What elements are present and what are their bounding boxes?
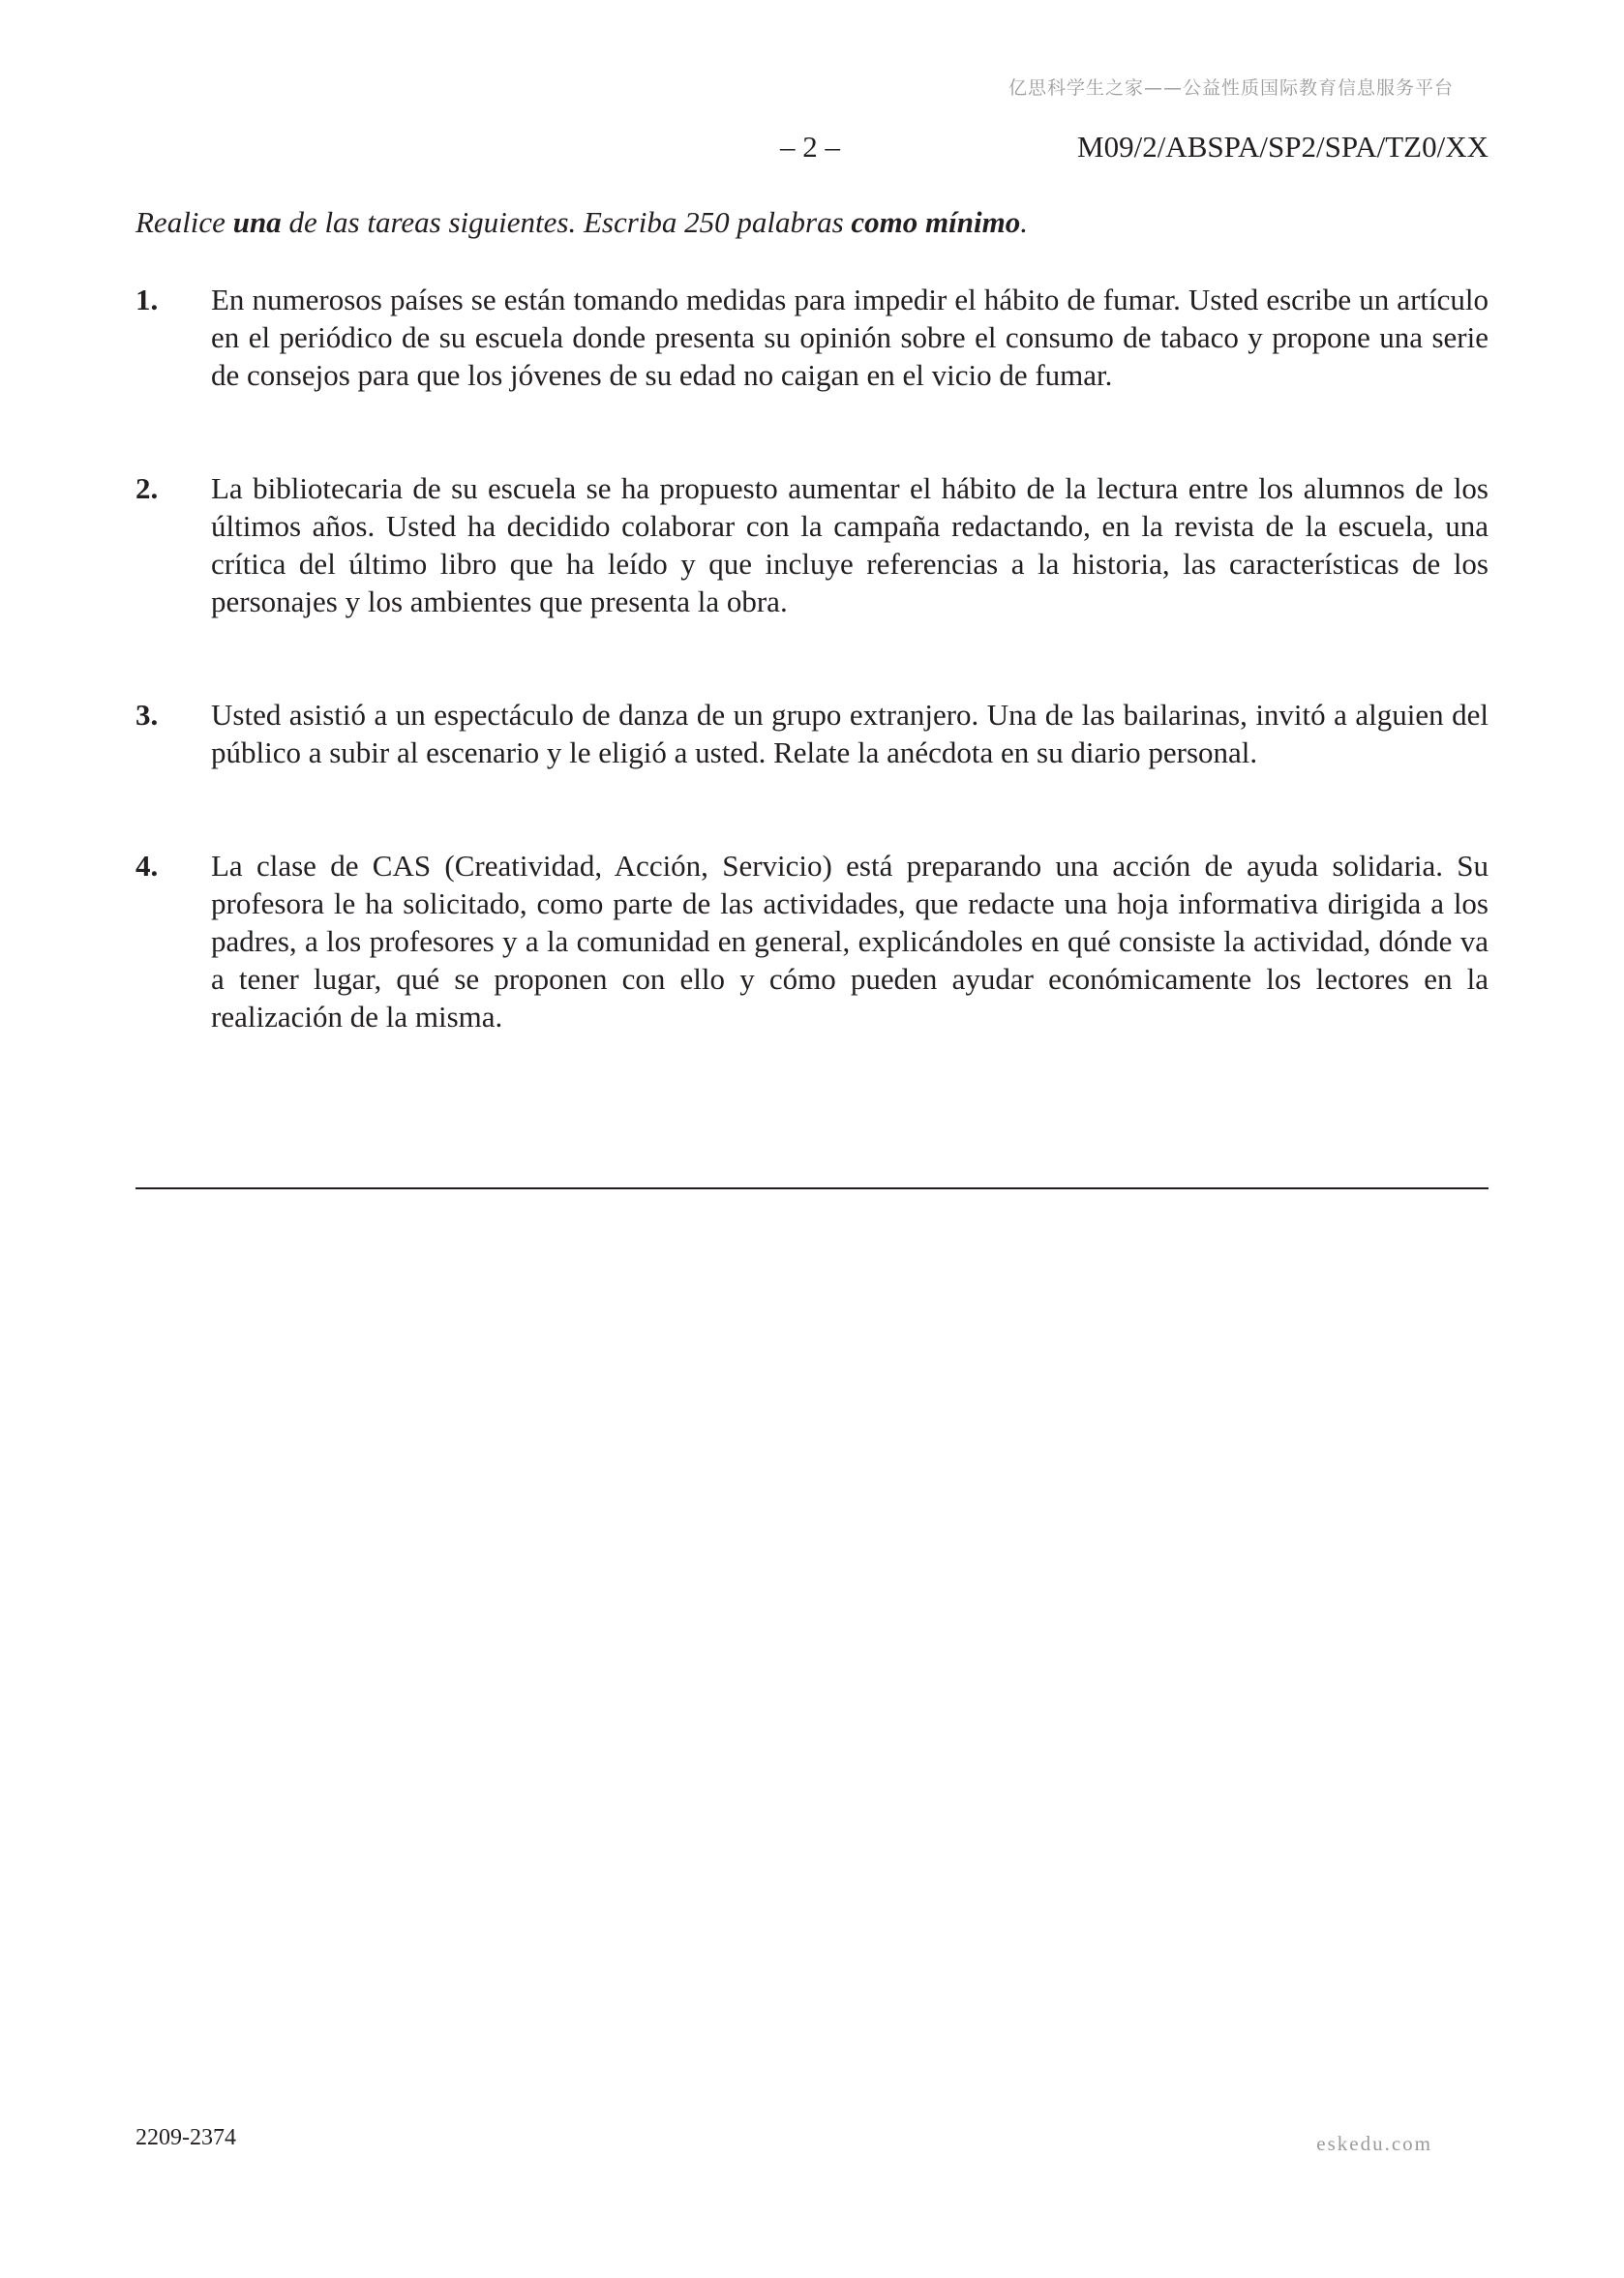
watermark-bottom: eskedu.com	[1316, 2132, 1432, 2155]
task-text: La bibliotecaria de su escuela se ha propuesto aumentar el hábito de la lectura entre los alumnos de los últimos años. Usted ha decidido colaborar con la campaña redactando, en la revista de la escuela, una crítica del último libro que ha leído y que incluye referencias a la historia, las características de los personajes y los ambientes que presenta la obra.	[211, 471, 1489, 618]
footer-code: 2209-2374	[135, 2125, 236, 2150]
task-number: 4.	[135, 849, 159, 883]
instructions-emphasis-minimo: como mínimo	[851, 205, 1021, 239]
task-text: En numerosos países se están tomando medidas para impedir el hábito de fumar. Usted escribe un artículo en el periódico de su escuela donde presenta su opinión sobre el consumo de tabaco y propone una serie de consejos para que los jóvenes de su edad no caigan en el vicio de fumar.	[211, 283, 1489, 392]
section-divider	[135, 1187, 1489, 1189]
paper-code: M09/2/ABSPA/SP2/SPA/TZ0/XX	[1077, 130, 1489, 164]
instructions-part-2: de las tareas siguientes. Escriba 250 palabras	[281, 205, 852, 239]
task-number: 1.	[135, 283, 159, 316]
task-number: 2.	[135, 471, 159, 505]
task-list	[135, 281, 1489, 1035]
instructions-part-3: .	[1020, 205, 1028, 239]
task-1	[135, 281, 1489, 394]
page-number: – 2 –	[780, 130, 840, 164]
watermark-top: 亿思科学生之家——公益性质国际教育信息服务平台	[1007, 77, 1454, 99]
instructions-emphasis-una: una	[232, 205, 282, 239]
task-4	[135, 847, 1489, 1035]
task-3	[135, 696, 1489, 771]
page-header	[0, 130, 1624, 168]
task-number: 3.	[135, 698, 159, 732]
task-2	[135, 469, 1489, 620]
instructions-part-1: Realice	[135, 205, 233, 239]
task-text: La clase de CAS (Creatividad, Acción, Servicio) está preparando una acción de ayuda solidaria. Su profesora le ha solicitado, como parte de las actividades, que redacte una hoja informativa dirigida a los padres, a los profesores y a la comunidad en general, explicándoles en qué consiste la actividad, dónde va a tener lugar, qué se proponen con ello y cómo pueden ayudar económicamente los lectores en la realización de la misma.	[211, 849, 1489, 1034]
task-text: Usted asistió a un espectáculo de danza de un grupo extranjero. Una de las bailarinas, invitó a alguien del público a subir al escenario y le eligió a usted. Relate la anécdota en su diario personal.	[211, 698, 1489, 769]
instructions	[135, 205, 1028, 240]
